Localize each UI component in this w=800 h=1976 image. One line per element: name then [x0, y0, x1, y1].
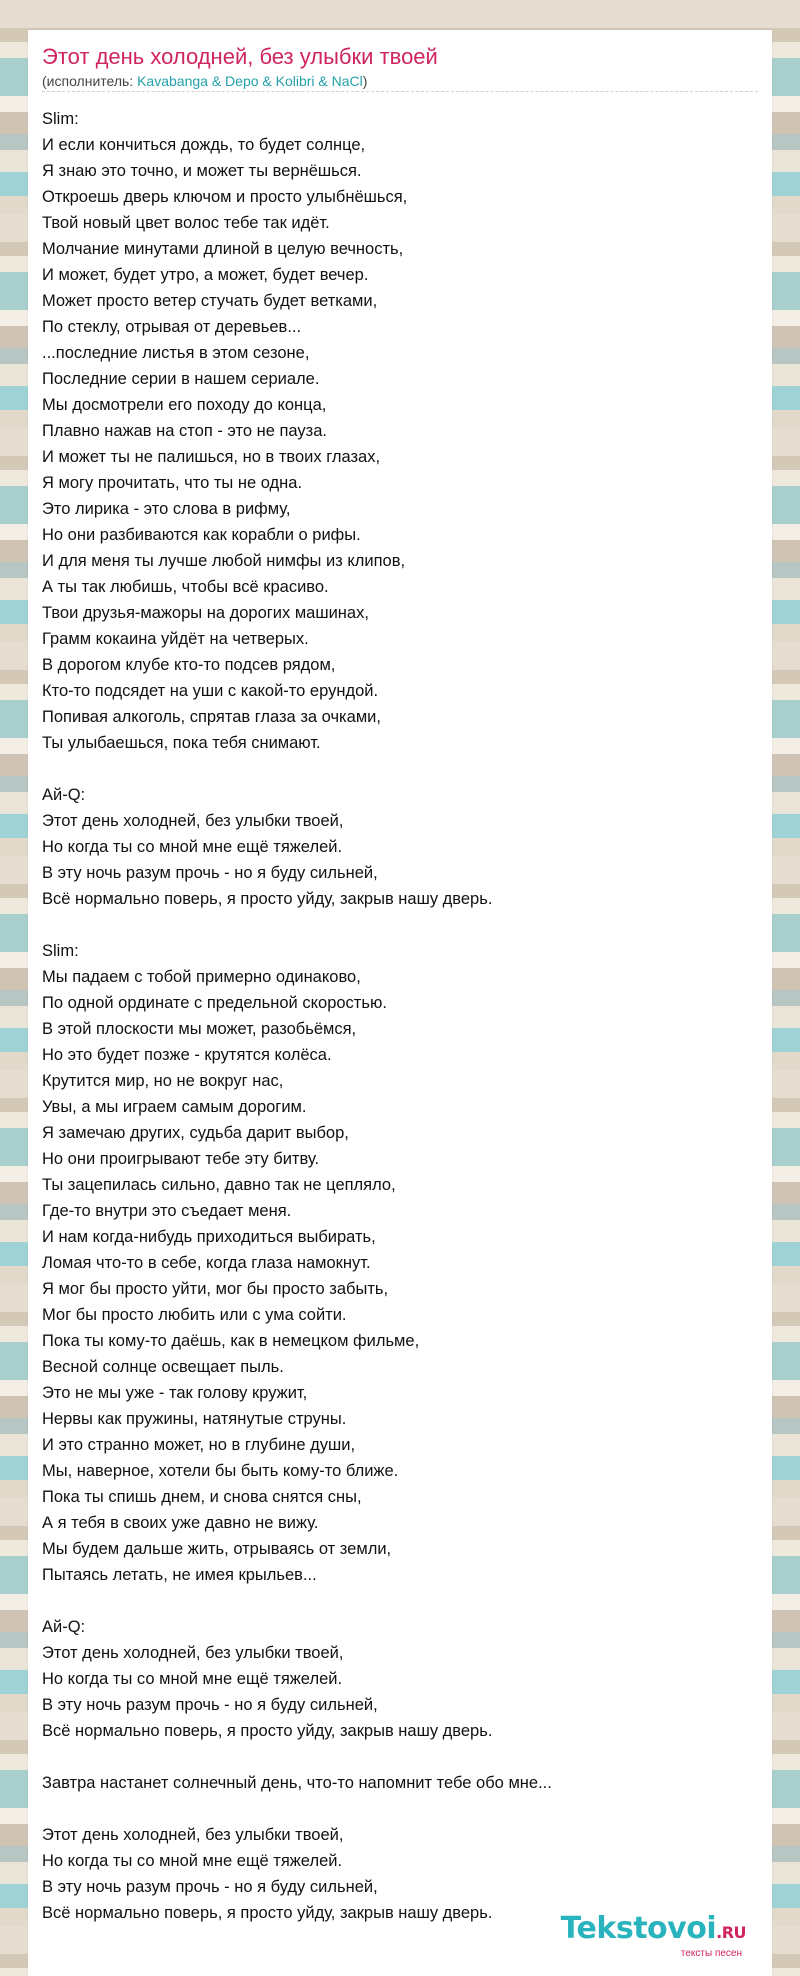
lyric-line: И нам когда-нибудь приходиться выбирать,: [42, 1228, 376, 1246]
lyric-line: Ты зацепилась сильно, давно так не цепляло,: [42, 1176, 396, 1194]
lyric-line: ...последние листья в этом сезоне,: [42, 344, 310, 362]
lyric-line: Пока ты кому-то даёшь, как в немецком фильме,: [42, 1332, 420, 1350]
lyric-line: Кто-то подсядет на уши с какой-то ерундой.: [42, 682, 379, 700]
lyric-line: Твой новый цвет волос тебе так идёт.: [42, 214, 330, 232]
site-logo[interactable]: [560, 1911, 746, 1960]
stanza-gap: [42, 1744, 758, 1770]
lyric-line: Всё нормально поверь, я просто уйду, закрыв нашу дверь.: [42, 890, 493, 908]
lyric-line: Я замечаю других, судьба дарит выбор,: [42, 1124, 349, 1142]
stanza-gap: [42, 912, 758, 938]
artist-prefix: (исполнитель:: [42, 73, 138, 89]
lyric-line: Slim:: [42, 942, 79, 960]
lyric-line: А ты так любишь, чтобы всё красиво.: [42, 578, 329, 596]
lyric-line: В дорогом клубе кто-то подсев рядом,: [42, 656, 336, 674]
lyric-line: И может ты не палишься, но в твоих глазах,: [42, 448, 381, 466]
stanza-gap: [42, 1588, 758, 1614]
lyric-line: В эту ночь разум прочь - но я буду сильней,: [42, 1696, 378, 1714]
lyric-line: И может, будет утро, а может, будет вечер.: [42, 266, 369, 284]
lyric-line: Где-то внутри это съедает меня.: [42, 1202, 292, 1220]
lyric-line: Крутится мир, но не вокруг нас,: [42, 1072, 284, 1090]
lyric-line: Мог бы просто любить или с ума сойти.: [42, 1306, 347, 1324]
lyric-line: Завтра настанет солнечный день, что-то напомнит тебе обо мне...: [42, 1774, 552, 1792]
lyric-line: Slim:: [42, 110, 79, 128]
stanza-gap: [42, 756, 758, 782]
lyric-line: В этой плоскости мы может, разобьёмся,: [42, 1020, 357, 1038]
logo-tagline: тексты песен: [680, 1948, 742, 1959]
lyric-line: Молчание минутами длиной в целую вечность,: [42, 240, 404, 258]
lyric-line: И если кончиться дождь, то будет солнце,: [42, 136, 366, 154]
lyric-line: По стеклу, отрывая от деревьев...: [42, 318, 302, 336]
artist-link[interactable]: Kavabanga & Depo & Kolibri & NaCl: [137, 73, 363, 89]
lyric-line: Ай-Q:: [42, 786, 86, 804]
lyrics-card: [28, 30, 772, 1976]
logo-tld: .RU: [716, 1923, 746, 1942]
lyric-line: И для меня ты лучше любой нимфы из клипов,: [42, 552, 406, 570]
lyric-line: Твои друзья-мажоры на дорогих машинах,: [42, 604, 369, 622]
lyric-line: Всё нормально поверь, я просто уйду, закрыв нашу дверь.: [42, 1722, 493, 1740]
lyric-line: А я тебя в своих уже давно не вижу.: [42, 1514, 319, 1532]
stanza-gap: [42, 1796, 758, 1822]
lyric-line: Ломая что-то в себе, когда глаза намокнут.: [42, 1254, 371, 1272]
lyric-line: Я мог бы просто уйти, мог бы просто забыть,: [42, 1280, 389, 1298]
divider: [42, 91, 758, 92]
lyric-line: Всё нормально поверь, я просто уйду, закрыв нашу дверь.: [42, 1904, 493, 1922]
lyric-line: Плавно нажав на стоп - это не пауза.: [42, 422, 327, 440]
lyric-line: Ай-Q:: [42, 1618, 86, 1636]
lyric-line: Мы будем дальше жить, отрываясь от земли,: [42, 1540, 392, 1558]
lyric-line: Но когда ты со мной мне ещё тяжелей.: [42, 1852, 343, 1870]
lyric-line: Пытаясь летать, не имея крыльев...: [42, 1566, 317, 1584]
lyric-line: Это не мы уже - так голову кружит,: [42, 1384, 308, 1402]
lyric-line: Откроешь дверь ключом и просто улыбнёшься,: [42, 188, 408, 206]
lyric-line: Этот день холодней, без улыбки твоей,: [42, 1644, 344, 1662]
lyric-line: В эту ночь разум прочь - но я буду сильней,: [42, 1878, 378, 1896]
lyric-line: Последние серии в нашем сериале.: [42, 370, 320, 388]
logo-name: Tekstovoi: [560, 1911, 717, 1946]
lyric-line: Но когда ты со мной мне ещё тяжелей.: [42, 1670, 343, 1688]
artist-line: [42, 72, 367, 90]
lyric-line: Но когда ты со мной мне ещё тяжелей.: [42, 838, 343, 856]
lyric-line: Попивая алкоголь, спрятав глаза за очками,: [42, 708, 381, 726]
lyric-line: Увы, а мы играем самым дорогим.: [42, 1098, 307, 1116]
lyric-line: Но они разбиваются как корабли о рифы.: [42, 526, 361, 544]
lyric-line: Мы досмотрели его походу до конца,: [42, 396, 327, 414]
lyric-line: Но они проигрывают тебе эту битву.: [42, 1150, 320, 1168]
lyric-line: Я могу прочитать, что ты не одна.: [42, 474, 303, 492]
lyric-line: Весной солнце освещает пыль.: [42, 1358, 284, 1376]
logo-wordmark: [560, 1911, 746, 1948]
lyric-line: Может просто ветер стучать будет ветками,: [42, 292, 378, 310]
lyric-line: Мы падаем с тобой примерно одинаково,: [42, 968, 361, 986]
lyric-line: Нервы как пружины, натянутые струны.: [42, 1410, 347, 1428]
lyric-line: Пока ты спишь днем, и снова снятся сны,: [42, 1488, 362, 1506]
artist-suffix: ): [362, 73, 368, 89]
lyric-line: Мы, наверное, хотели бы быть кому-то ближе.: [42, 1462, 399, 1480]
lyric-line: Этот день холодней, без улыбки твоей,: [42, 812, 344, 830]
lyrics-text: [42, 106, 758, 1926]
lyric-line: Это лирика - это слова в рифму,: [42, 500, 291, 518]
lyric-line: По одной ординате с предельной скоростью.: [42, 994, 387, 1012]
lyric-line: Но это будет позже - крутятся колёса.: [42, 1046, 332, 1064]
lyric-line: И это странно может, но в глубине души,: [42, 1436, 356, 1454]
song-title: Этот день холодней, без улыбки твоей: [42, 44, 438, 69]
lyric-line: Ты улыбаешься, пока тебя снимают.: [42, 734, 321, 752]
lyric-line: В эту ночь разум прочь - но я буду сильней,: [42, 864, 378, 882]
lyric-line: Грамм кокаина уйдёт на четверых.: [42, 630, 309, 648]
lyric-line: Я знаю это точно, и может ты вернёшься.: [42, 162, 362, 180]
lyric-line: Этот день холодней, без улыбки твоей,: [42, 1826, 344, 1844]
